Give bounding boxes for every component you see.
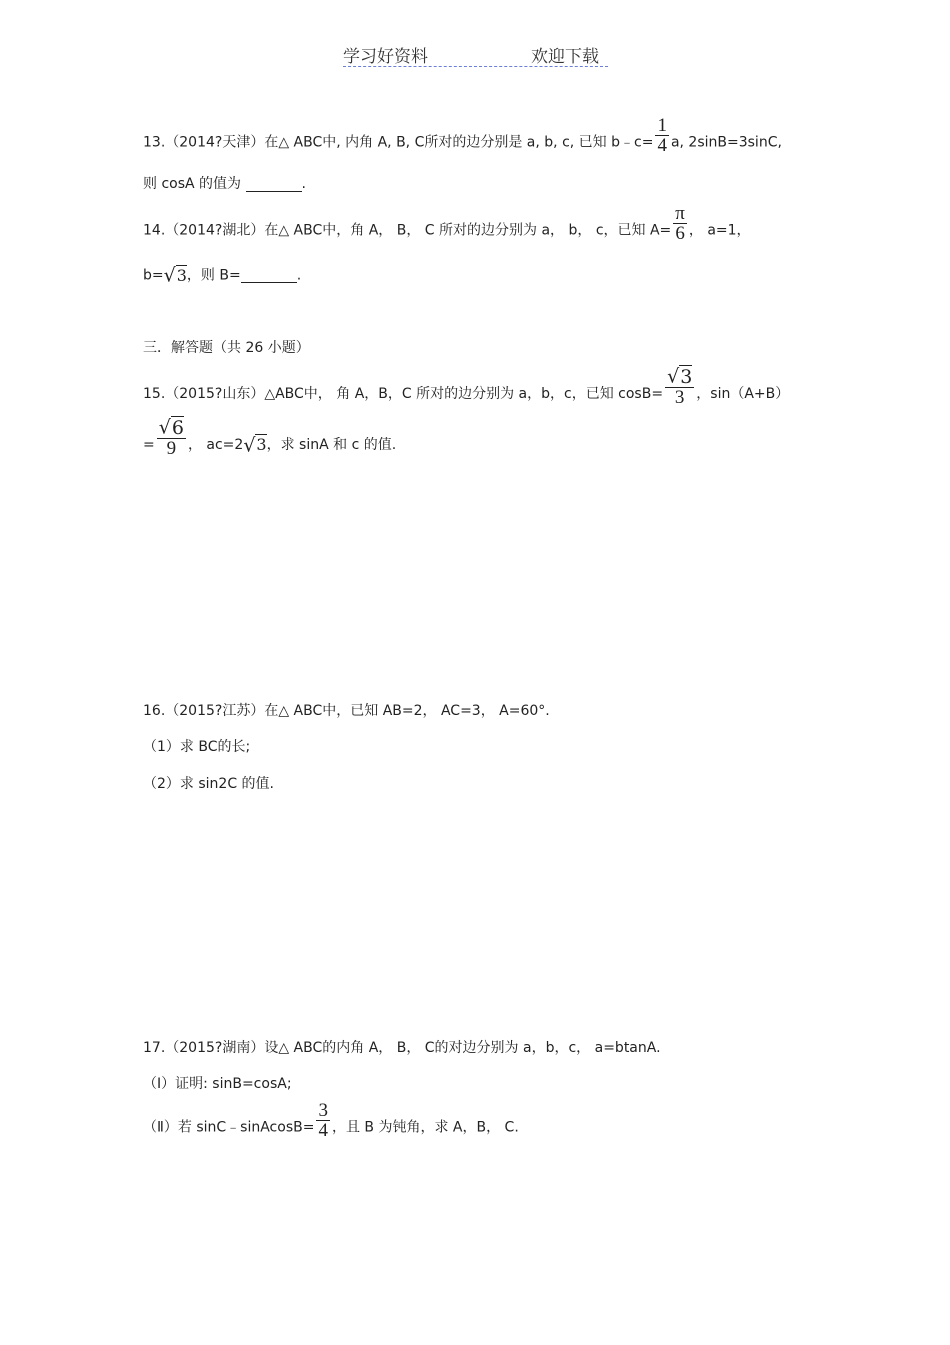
q17-line3-post: ，且 B 为钝角，求 A，B， C. bbox=[331, 1119, 519, 1136]
q17-line2: （Ⅰ）证明: sinB=cosA; bbox=[143, 1076, 292, 1092]
q15-frac2-den: 9 bbox=[157, 438, 186, 458]
q15-frac1-num: √3 bbox=[667, 365, 693, 388]
q13-line2-end: . bbox=[301, 176, 306, 192]
question-14-line-2 bbox=[143, 265, 301, 285]
q14-radical: √3 bbox=[163, 264, 187, 287]
q14-radicand: 3 bbox=[176, 265, 187, 285]
header-right-text: 欢迎下载 bbox=[531, 47, 599, 67]
q14-fraction bbox=[673, 204, 687, 243]
q14-line2-pre: b= bbox=[143, 267, 164, 284]
q15-suffix: ，sin（A+B） bbox=[696, 385, 790, 402]
q15-fraction-1 bbox=[665, 367, 694, 407]
q15-radical: √3 bbox=[243, 434, 267, 456]
q15-line2-end: ，求 sinA 和 c 的值. bbox=[266, 436, 397, 453]
q15-frac1-den: 3 bbox=[665, 387, 694, 407]
q13-line2: 则 cosA 的值为 bbox=[143, 176, 242, 192]
question-17-line-1 bbox=[143, 1038, 661, 1058]
q14-frac-num: π bbox=[675, 203, 685, 224]
header-left-text: 学习好资料 bbox=[343, 47, 428, 67]
question-14-line-1 bbox=[143, 203, 751, 244]
q15-line2-mid: ， ac=2 bbox=[187, 436, 244, 453]
q15-radicand: 3 bbox=[256, 435, 267, 454]
q13-suffix: a, 2sinB=3sinC, bbox=[670, 134, 782, 151]
q14-frac-den: 6 bbox=[673, 223, 687, 243]
q13-frac-num: 1 bbox=[657, 115, 667, 136]
q14-answer-blank[interactable] bbox=[241, 268, 297, 283]
q13-frac-den: 4 bbox=[657, 135, 667, 156]
q16-line3: （2）求 sin2C 的值. bbox=[143, 776, 274, 792]
q13-answer-blank[interactable] bbox=[246, 177, 302, 192]
question-16-line-2 bbox=[143, 737, 250, 757]
question-13-line-2 bbox=[143, 174, 306, 194]
q14-suffix: ， a=1， bbox=[688, 222, 751, 239]
q15-frac2-radicand: 6 bbox=[171, 416, 184, 439]
q16-line2: （1）求 BC的长; bbox=[143, 739, 251, 755]
q15-fraction-2 bbox=[157, 418, 186, 458]
question-16-line-3 bbox=[143, 774, 274, 794]
question-17-line-2 bbox=[143, 1074, 292, 1094]
question-15-line-2 bbox=[143, 416, 397, 459]
question-16-line-1 bbox=[143, 701, 550, 721]
question-17-line-3 bbox=[143, 1100, 519, 1141]
q15-line2-eq: = bbox=[143, 436, 155, 453]
q17-line3-pre: （Ⅱ）若 sinC﹣sinAcosB= bbox=[143, 1119, 315, 1136]
q14-line2-post: ，则 B= bbox=[186, 267, 241, 284]
q15-frac1-radicand: 3 bbox=[680, 365, 693, 388]
q17-frac-den: 4 bbox=[318, 1120, 328, 1141]
question-15-line-1 bbox=[143, 365, 790, 408]
page-header bbox=[343, 42, 608, 67]
q15-frac2-num: √6 bbox=[158, 416, 184, 439]
q15-prefix: 15.（2015?山东）△ABC中， 角 A，B，C 所对的边分别为 a，b，c，已知 cosB= bbox=[143, 385, 664, 402]
section-3-title: 三．解答题（共 26 小题） bbox=[143, 340, 310, 356]
q17-frac-num: 3 bbox=[318, 1100, 328, 1121]
q14-line2-end: . bbox=[296, 267, 302, 284]
q13-fraction bbox=[655, 116, 669, 155]
q13-prefix: 13.（2014?天津）在△ ABC中, 内角 A, B, C所对的边分别是 a, b, c, 已知 b﹣c= bbox=[143, 134, 654, 151]
q17-fraction bbox=[316, 1101, 330, 1140]
section-3-heading bbox=[143, 338, 310, 358]
q14-prefix: 14.（2014?湖北）在△ ABC中，角 A， B， C 所对的边分别为 a， b， c，已知 A= bbox=[143, 222, 672, 239]
q16-line1: 16.（2015?江苏）在△ ABC中，已知 AB=2， AC=3， A=60°. bbox=[143, 703, 550, 719]
q17-line1: 17.（2015?湖南）设△ ABC的内角 A， B， C的对边分别为 a，b，c， a=btanA. bbox=[143, 1040, 661, 1056]
question-13-line-1 bbox=[143, 115, 782, 156]
